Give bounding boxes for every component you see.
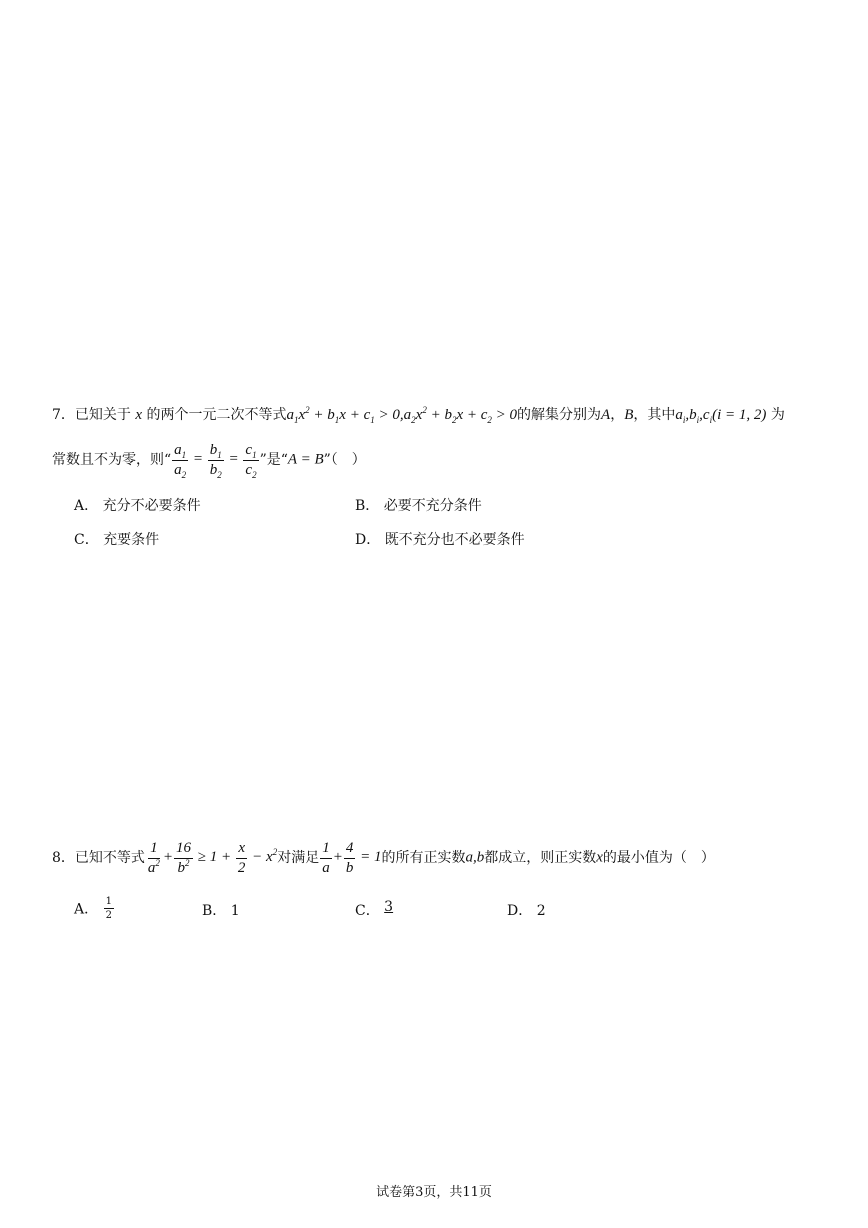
option-label: B． xyxy=(202,903,227,919)
q7-stem-b: 的两个一元二次不等式 xyxy=(146,407,287,423)
option-label: D． xyxy=(355,532,381,548)
q7-stem-a: 已知关于 xyxy=(74,407,131,423)
q8-inequality: $\frac{1}{a^2}$ + $\frac{16}{b^2}$ ≥ 1 + $\frac{x}{2}$ − $x^2$ xyxy=(147,840,278,876)
q7-number: 7． xyxy=(52,407,75,423)
option-fraction xyxy=(104,896,114,921)
q7-coeffs: $a_i,b_i,c_i(i = 1$, 2) xyxy=(675,407,767,425)
q7-line-1 xyxy=(52,405,785,425)
q7-stem-d: ，其中 xyxy=(633,407,676,423)
q7-option-c[interactable] xyxy=(74,529,159,549)
q8-stem-b: 对满足 xyxy=(277,850,320,866)
q7-set-a: A xyxy=(601,407,611,423)
option-label: A． xyxy=(74,498,99,514)
q7-option-d[interactable] xyxy=(355,529,525,549)
q7-line-2 xyxy=(52,442,366,478)
q7-stem-e: 为 xyxy=(770,407,785,423)
q8-line-1 xyxy=(52,840,715,876)
q7-stem-h: ”（ ） xyxy=(323,452,366,468)
q8-option-b[interactable] xyxy=(202,900,240,920)
option-label: D． xyxy=(507,903,533,919)
q8-option-d[interactable] xyxy=(507,900,546,920)
q7-var-x: x xyxy=(135,407,143,423)
q7-stem-f: 常数且不为零，则“ xyxy=(52,452,172,468)
q7-inequalities: $a_1x^2 + b_1x + c_1 > 0,a_2x^2 + b_2x + c_2 > 0$ xyxy=(286,405,518,425)
q7-set-equality: A = B xyxy=(287,451,324,468)
q7-comma: ， xyxy=(610,407,625,423)
q7-set-b: B xyxy=(624,407,634,423)
option-text: 充要条件 xyxy=(103,532,160,548)
q8-stem-d: 都成立，则正实数 xyxy=(484,850,597,866)
page-footer: 试卷第3页，共11页 xyxy=(376,1185,492,1200)
option-text: 充分不必要条件 xyxy=(102,498,201,514)
option-text: 必要不充分条件 xyxy=(383,498,482,514)
q8-stem-a: 已知不等式 xyxy=(74,850,145,866)
fraction-denominator: 2 xyxy=(105,910,112,921)
option-label: A． xyxy=(74,901,99,918)
q8-stem-e: 的最小值为（ ） xyxy=(602,850,715,866)
option-text: 3 xyxy=(384,899,394,915)
q8-stem-c: 的所有正实数 xyxy=(381,850,466,866)
q7-stem-g: ”是“ xyxy=(259,452,288,468)
q7-option-b[interactable] xyxy=(355,495,482,515)
option-text: 2 xyxy=(536,903,546,919)
q7-ratio-condition: $\frac{a_1}{a_2}$ = $\frac{b_1}{b_2}$ = $\frac{c_1}{c_2}$ xyxy=(174,442,257,480)
option-label: B． xyxy=(355,498,380,514)
q8-vars-ab: a,b xyxy=(465,849,485,866)
fraction-numerator: 1 xyxy=(105,896,112,907)
option-label: C． xyxy=(74,532,99,548)
q8-constraint: $\frac{1}{a}$ + $\frac{4}{b}$ = 1 xyxy=(322,840,382,876)
q8-option-c[interactable] xyxy=(355,900,393,920)
option-text: 1 xyxy=(230,903,240,919)
q7-stem-c: 的解集分别为 xyxy=(517,407,602,423)
q7-option-a[interactable] xyxy=(74,495,201,515)
option-text: 既不充分也不必要条件 xyxy=(384,532,525,548)
q8-var-x: x xyxy=(596,849,603,866)
q8-option-a[interactable] xyxy=(74,896,115,921)
option-label: C． xyxy=(355,903,380,919)
q8-number: 8． xyxy=(52,850,75,866)
